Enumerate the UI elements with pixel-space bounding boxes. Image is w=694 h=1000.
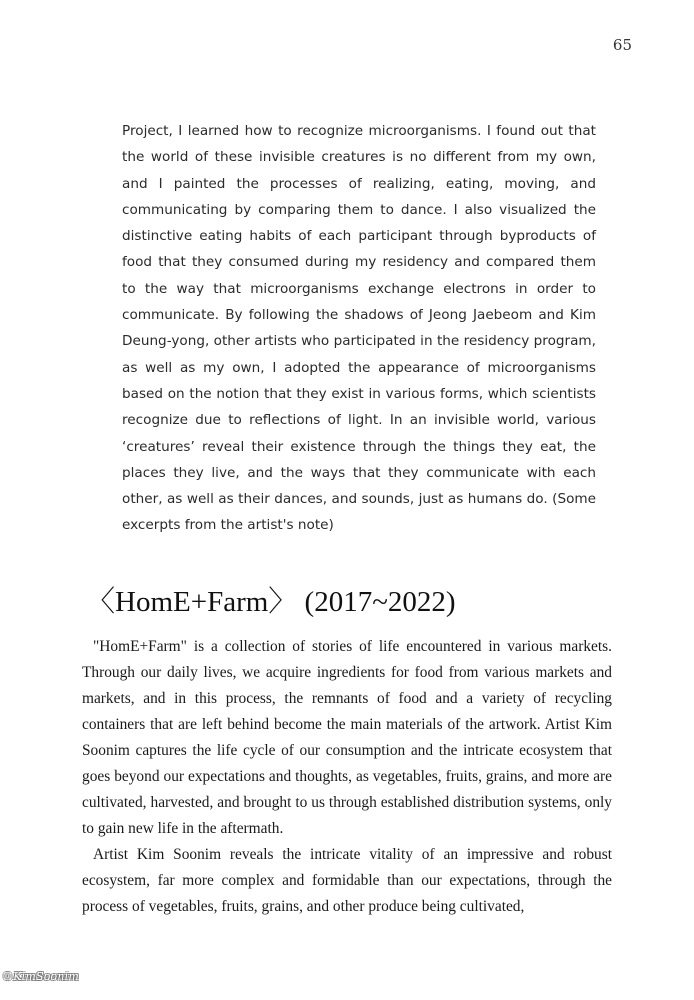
artist-note-paragraph: Project, I learned how to recognize microorganisms. I found out that the world of these invisible creatures is no different from my own, and I painted the processes of realizing, eating, moving, and communicating by comparing them to dance. I also visualized the distinctive eating habits of each participant through byproducts of food that they consumed during my residency and compared them to the way that microorganisms exchange electrons in order to communicate. By following the shadows of Jeong Jaebeom and Kim Deung-yong, other artists who participated in the residency program, as well as my own, I adopted the appearance of microorganisms based on the notion that they exist in various forms, which scientists recognize due to reflections of light. In an invisible world, various ‘creatures’ reveal their existence through the things they eat, the places they live, and the ways that they communicate with each other, as well as their dances, and sounds, just as humans do. (Some excerpts from the artist's note) — [122, 123, 596, 534]
body-paragraph-1: "HomE+Farm" is a collection of stories of life encountered in various markets. Through our daily lives, we acquire ingredients for food from various markets and markets, and in this process, the remnants of food and a variety of recycling containers that are left behind become the main materials of the artwork. Artist Kim Soonim captures the life cycle of our consumption and the intricate ecosystem that goes beyond our expectations and thoughts, as vegetables, fruits, grains, and more are cultivated, harvested, and brought to us through established distribution systems, only to gain new life in the aftermath. — [82, 638, 612, 837]
page-number: 65 — [612, 36, 632, 54]
section-heading: 〈HomE+Farm〉 (2017~2022) — [86, 586, 456, 618]
artist-note-block — [122, 118, 596, 539]
section-body — [82, 634, 612, 920]
copyright-watermark: ©KimSoonim — [2, 970, 79, 983]
body-paragraph-2: Artist Kim Soonim reveals the intricate vitality of an impressive and robust ecosystem, far more complex and formidable than our expectations, through the process of vegetables, fruits, grains, and other produce being cultivated, — [82, 846, 612, 915]
